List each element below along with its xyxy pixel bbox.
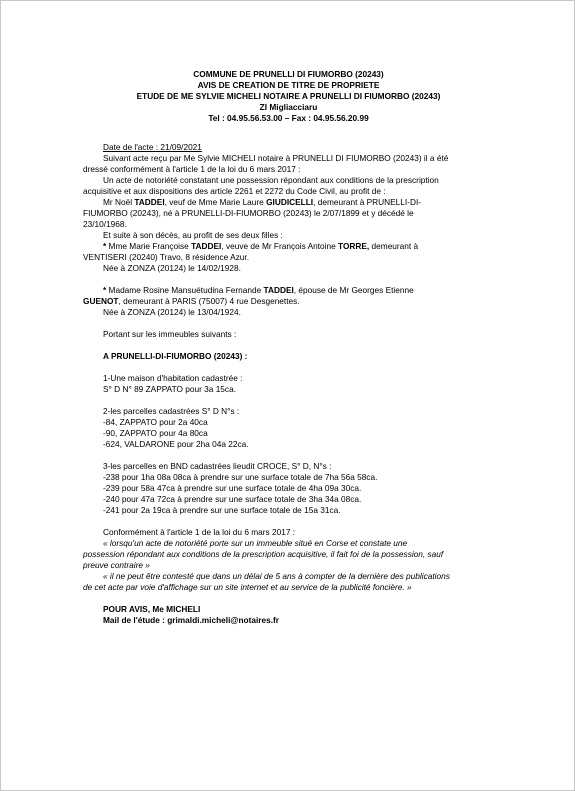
item3-parcel-238: -238 pour 1ha 08a 08ca à prendre sur une surface totale de 7ha 56a 58ca. — [103, 472, 378, 482]
bullet: * — [103, 285, 109, 295]
giudicelli-surname: GIUDICELLI — [266, 197, 314, 207]
item2-parcel-90: -90, ZAPPATO pour 4a 80ca — [103, 428, 208, 438]
quote1-line2: possession répondant aux conditions de la prescription acquisitive, il fait foi de la possession, sauf — [83, 549, 444, 559]
rosine-line2 — [83, 296, 513, 307]
quote1-line3: preuve contraire » — [83, 560, 150, 570]
ro-surname: TADDEI — [263, 285, 294, 295]
noel-line2: FIUMORBO (20243), né à PRUNELLI-DI-FIUMORBO (20243) le 2/07/1899 et y décédé le — [83, 208, 414, 218]
marie-francoise-line2: VENTISERI (20240) Travo, 8 résidence Azur. — [83, 252, 250, 262]
pour-avis: POUR AVIS, Me MICHELI — [103, 604, 201, 614]
suivant-line1: Suivant acte reçu par Me Sylvie MICHELI notaire à PRUNELLI DI FIUMORBO (20243) il a été — [103, 153, 449, 163]
etude-mail: Mail de l'étude : grimaldi.micheli@notaires.fr — [103, 615, 280, 625]
acte-line1: Un acte de notoriété constatant une possession répondant aux conditions de la prescription — [103, 175, 439, 185]
ro-text-d: , épouse de Mr Georges Etienne — [293, 285, 414, 295]
header-etude: ETUDE DE ME SYLVIE MICHELI NOTAIRE A PRUNELLI DI FIUMORBO (20243) — [136, 91, 441, 101]
item3-title: 3-les parcelles en BND cadastrées lieudit CROCE, S° D, N°s : — [103, 461, 332, 471]
conformement-line: Conformément à l'article 1 de la loi du 6 mars 2017 : — [103, 527, 296, 537]
marie-francoise-line1 — [83, 241, 513, 252]
torre-surname: TORRE, — [338, 241, 370, 251]
rosine-line3: Née à ZONZA (20124) le 13/04/1924. — [103, 307, 241, 317]
quote1-line1: « lorsqu'un acte de notoriété porte sur un immeuble situé en Corse et constate une — [103, 538, 408, 548]
item2-parcel-84: -84, ZAPPATO pour 2a 40ca — [103, 417, 208, 427]
rosine-line1 — [83, 285, 513, 296]
item1-title: 1-Une maison d'habitation cadastrée : — [103, 373, 243, 383]
mf-text-b: Mme Marie Françoise — [108, 241, 192, 251]
acte-line2: acquisitive et aux dispositions des article 2261 et 2272 du Code Civil, au profit de : — [83, 186, 386, 196]
quote2-line1: « il ne peut être contesté que dans un délai de 5 ans à compter de la dernière des publications — [103, 571, 450, 581]
noel-text-e: , demeurant à PRUNELLI-DI- — [313, 197, 422, 207]
mf-surname: TADDEI — [191, 241, 222, 251]
item3-parcel-241: -241 pour 2a 19ca à prendre sur une surface totale de 15a 31ca. — [103, 505, 341, 515]
header-commune: COMMUNE DE PRUNELLI DI FIUMORBO (20243) — [193, 69, 384, 79]
item2-parcel-624: -624, VALDARONE pour 2ha 04a 22ca. — [103, 439, 249, 449]
suivant-line2: dressé conformément à l'article 1 de la loi du 6 mars 2017 : — [83, 164, 301, 174]
location-heading: A PRUNELLI-DI-FIUMORBO (20243) : — [103, 351, 248, 361]
item1-detail: S° D N° 89 ZAPPATO pour 3a 15ca. — [103, 384, 236, 394]
mf-text-d: , veuve de Mr François Antoine — [221, 241, 339, 251]
deces-line: Et suite à son décès, au profit de ses deux filles : — [103, 230, 283, 240]
quote2-line2: de cet acte par voie d'affichage sur un site internet et au service de la publicité foncière. » — [83, 582, 412, 592]
noel-line3: 23/10/1968. — [83, 219, 127, 229]
noel-text-c: , veuf de Mme Marie Laure — [164, 197, 267, 207]
item3-parcel-240: -240 pour 47a 72ca à prendre sur une surface totale de 3ha 34a 08ca. — [103, 494, 362, 504]
acte-date: Date de l'acte : 21/09/2021 — [103, 142, 202, 152]
item2-title: 2-les parcelles cadastrées S° D N°s : — [103, 406, 240, 416]
portant-line: Portant sur les immeubles suivants : — [103, 329, 237, 339]
noel-surname: TADDEI — [134, 197, 165, 207]
noel-text-a: Mr Noël — [103, 197, 135, 207]
noel-line1 — [83, 197, 513, 208]
header-avis: AVIS DE CREATION DE TITRE DE PROPRIETE — [197, 80, 380, 90]
bullet: * — [103, 241, 109, 251]
guenot-surname: GUENOT — [83, 296, 119, 306]
header-zone: ZI Migliacciaru — [259, 102, 318, 112]
marie-francoise-line3: Née à ZONZA (20124) le 14/02/1928. — [103, 263, 241, 273]
ro-text-b: Madame Rosine Mansuétudina Fernande — [108, 285, 264, 295]
notice-body — [83, 142, 513, 626]
header-contact: Tel : 04.95.56.53.00 – Fax : 04.95.56.20.99 — [208, 113, 369, 123]
mf-text-f: demeurant à — [369, 241, 419, 251]
item3-parcel-239: -239 pour 58a 47ca à prendre sur une surface totale de 4ha 09a 30ca. — [103, 483, 362, 493]
ro-text-2b: , demeurant à PARIS (75007) 4 rue Desgenettes. — [118, 296, 300, 306]
